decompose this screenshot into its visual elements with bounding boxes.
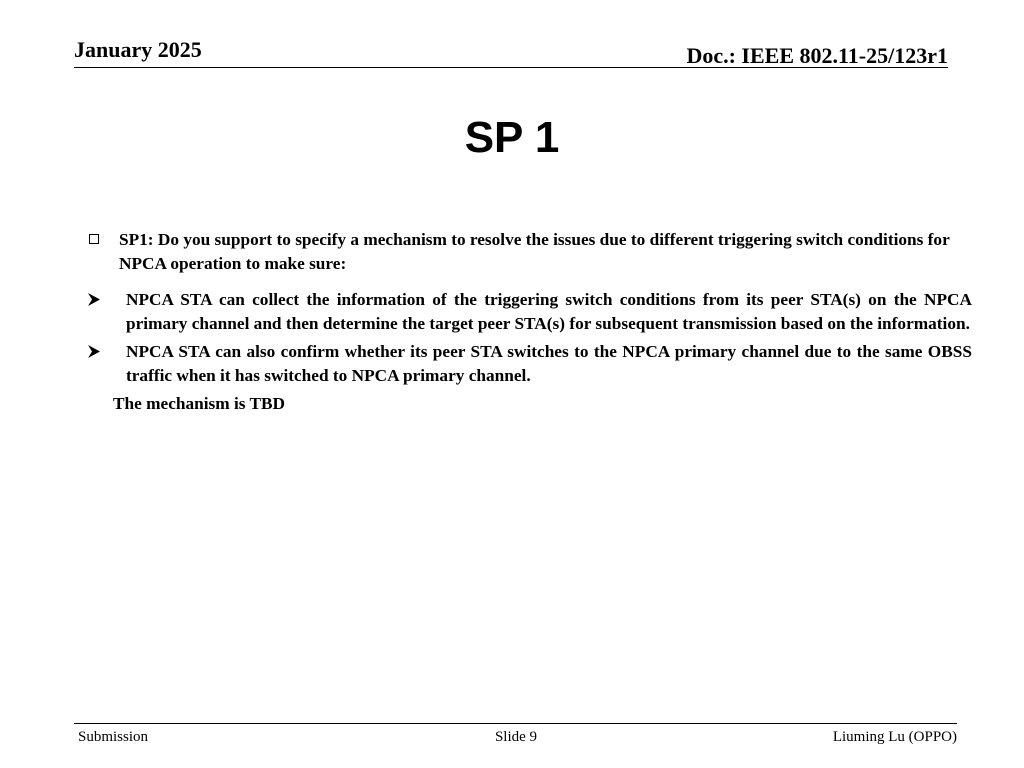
note-text: The mechanism is TBD: [113, 394, 286, 413]
header-divider: [74, 67, 948, 68]
arrow-bullet-icon: [88, 288, 126, 312]
list-item-text: NPCA STA can collect the information of the triggering switch conditions from its peer STA(s) on the NPCA primary channel and then determine the target peer STA(s) for subsequent transmission based on the information.: [126, 290, 972, 333]
footer-submission: Submission: [78, 729, 149, 745]
list-item-text: NPCA STA can also confirm whether its peer STA switches to the NPCA primary channel due to the same OBSS traffic when it has switched to NPCA primary channel.: [126, 342, 972, 385]
list-item: [88, 288, 972, 336]
square-bullet-icon: [88, 228, 119, 252]
arrow-bullet-icon: [88, 340, 126, 364]
header-date: January 2025: [74, 37, 202, 62]
list-item: [88, 340, 972, 388]
footer-author: Liuming Lu (OPPO): [832, 729, 957, 745]
question-text: SP1: Do you support to specify a mechanism to resolve the issues due to different triggering switch conditions for NPCA operation to make sure:: [119, 230, 950, 273]
footer-divider: [74, 723, 957, 724]
slide-body: [88, 228, 972, 416]
question-item: [88, 228, 972, 276]
header-doc-id: Doc.: IEEE 802.11-25/123r1: [686, 43, 948, 68]
slide-title: SP 1: [464, 113, 560, 162]
slide-number: Slide 9: [494, 729, 538, 745]
